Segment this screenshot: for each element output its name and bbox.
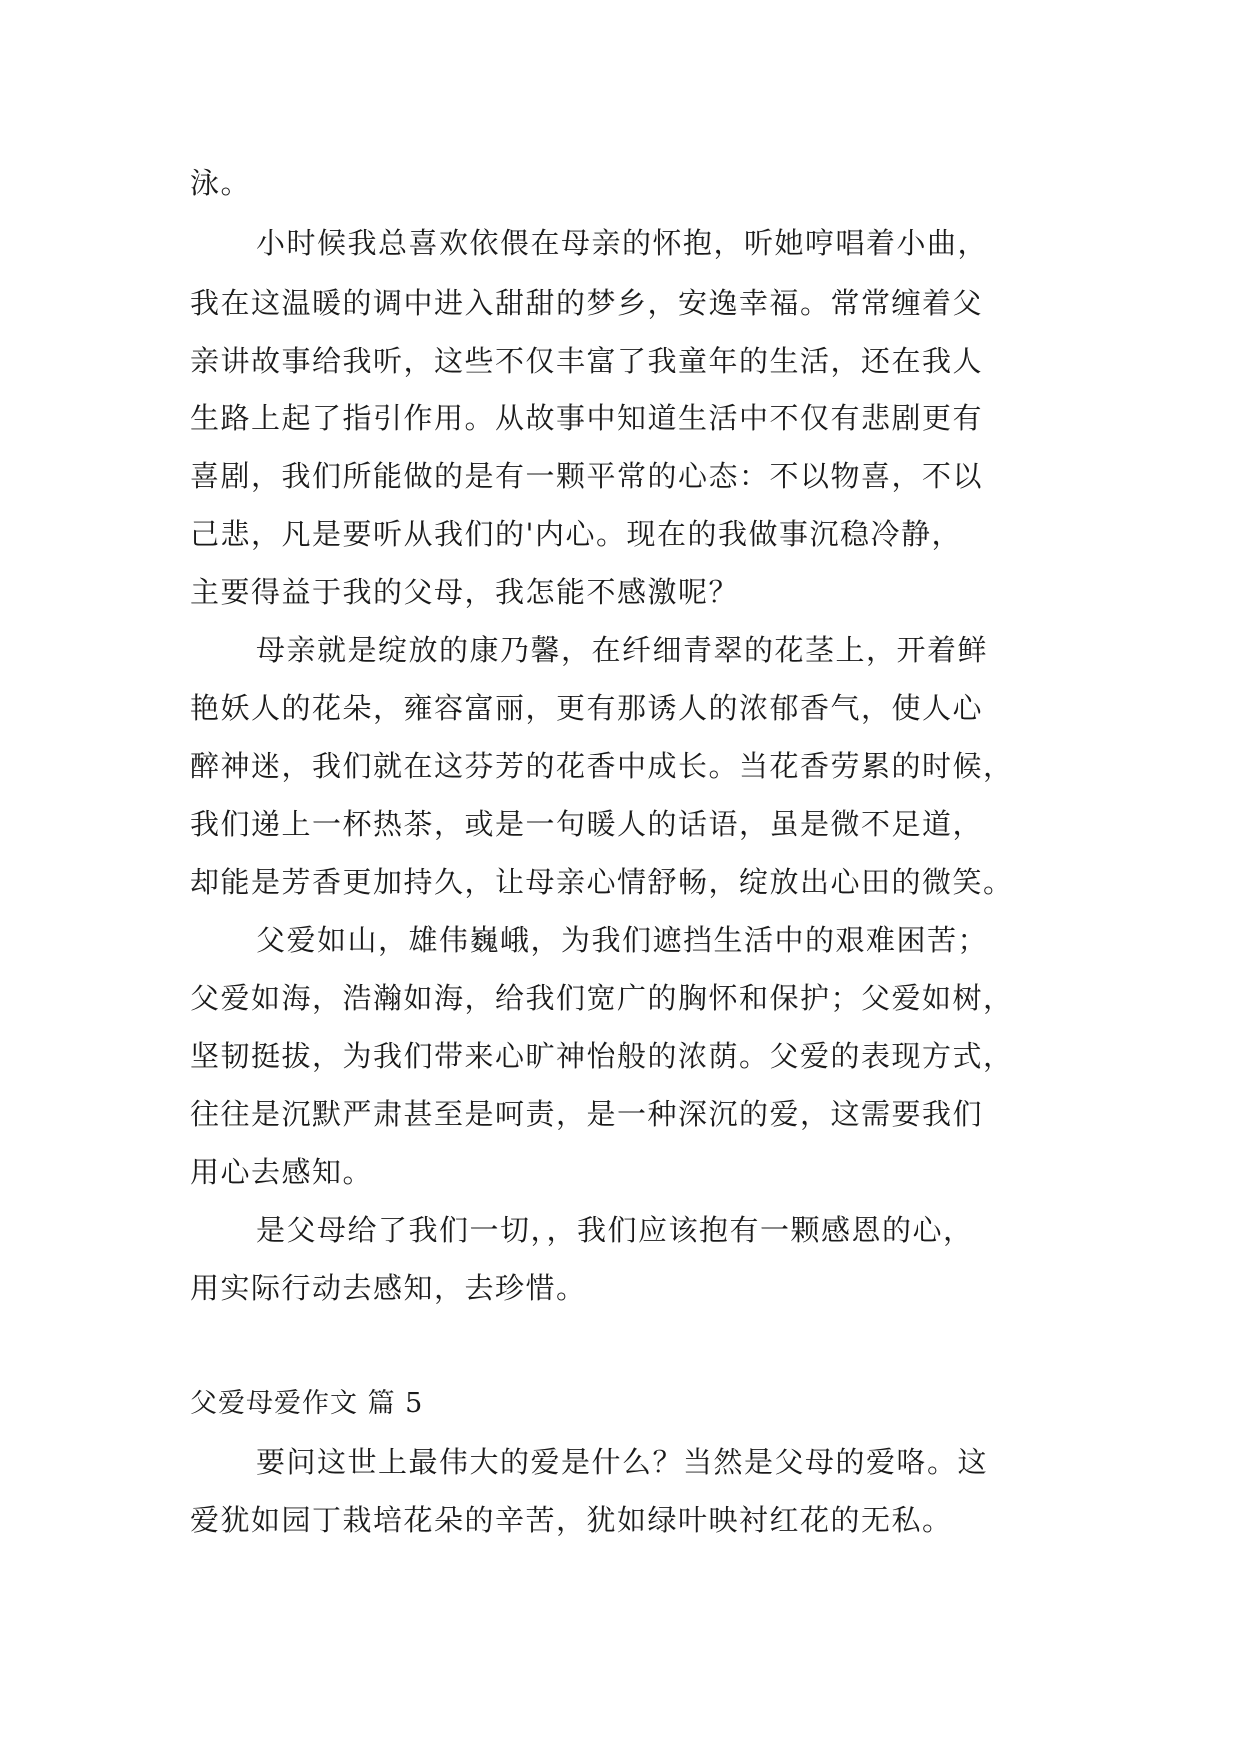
paragraph-line: 母亲就是绽放的康乃馨，在纤细青翠的花茎上，开着鲜: [256, 633, 989, 667]
paragraph-line: 要问这世上最伟大的爱是什么？当然是父母的爱咯。这: [256, 1445, 989, 1479]
paragraph-line: 父爱如山，雄伟巍峨，为我们遮挡生活中的艰难困苦；: [256, 923, 989, 957]
paragraph-line: 坚韧挺拔，为我们带来心旷神怡般的浓荫。父爱的表现方式，: [190, 1039, 1014, 1073]
paragraph-line: 往往是沉默严肃甚至是呵责，是一种深沉的爱，这需要我们: [190, 1097, 984, 1131]
paragraph-line: 却能是芳香更加持久，让母亲心情舒畅，绽放出心田的微笑。: [190, 865, 1014, 899]
paragraph-line: 艳妖人的花朵，雍容富丽，更有那诱人的浓郁香气，使人心: [190, 691, 984, 725]
paragraph-line: 爱犹如园丁栽培花朵的辛苦，犹如绿叶映衬红花的无私。: [190, 1503, 953, 1537]
paragraph-line: 我们递上一杯热茶，或是一句暖人的话语，虽是微不足道，: [190, 807, 984, 841]
paragraph-line: 用实际行动去感知，去珍惜。: [190, 1271, 587, 1305]
paragraph-line: 己悲，凡是要听从我们的'内心。现在的我做事沉稳冷静，: [190, 517, 962, 551]
paragraph-line: 亲讲故事给我听，这些不仅丰富了我童年的生活，还在我人: [190, 344, 984, 378]
paragraph-line: 主要得益于我的父母，我怎能不感激呢？: [190, 575, 740, 609]
paragraph-line: 父爱如海，浩瀚如海，给我们宽广的胸怀和保护；父爱如树，: [190, 981, 1014, 1015]
paragraph-line: 泳。: [190, 166, 252, 200]
paragraph-line: 醉神迷，我们就在这芬芳的花香中成长。当花香劳累的时候，: [190, 749, 1014, 783]
paragraph-line: 用心去感知。: [190, 1155, 374, 1189]
paragraph-line: 我在这温暖的调中进入甜甜的梦乡，安逸幸福。常常缠着父: [190, 286, 984, 320]
section-heading: 父爱母爱作文 篇 5: [190, 1388, 424, 1419]
paragraph-line: 是父母给了我们一切，，我们应该抱有一颗感恩的心，: [256, 1213, 974, 1247]
paragraph-line: 生路上起了指引作用。从故事中知道生活中不仅有悲剧更有: [190, 401, 984, 435]
paragraph-line: 小时候我总喜欢依偎在母亲的怀抱，听她哼唱着小曲，: [256, 226, 989, 260]
paragraph-line: 喜剧，我们所能做的是有一颗平常的心态：不以物喜，不以: [190, 459, 984, 493]
